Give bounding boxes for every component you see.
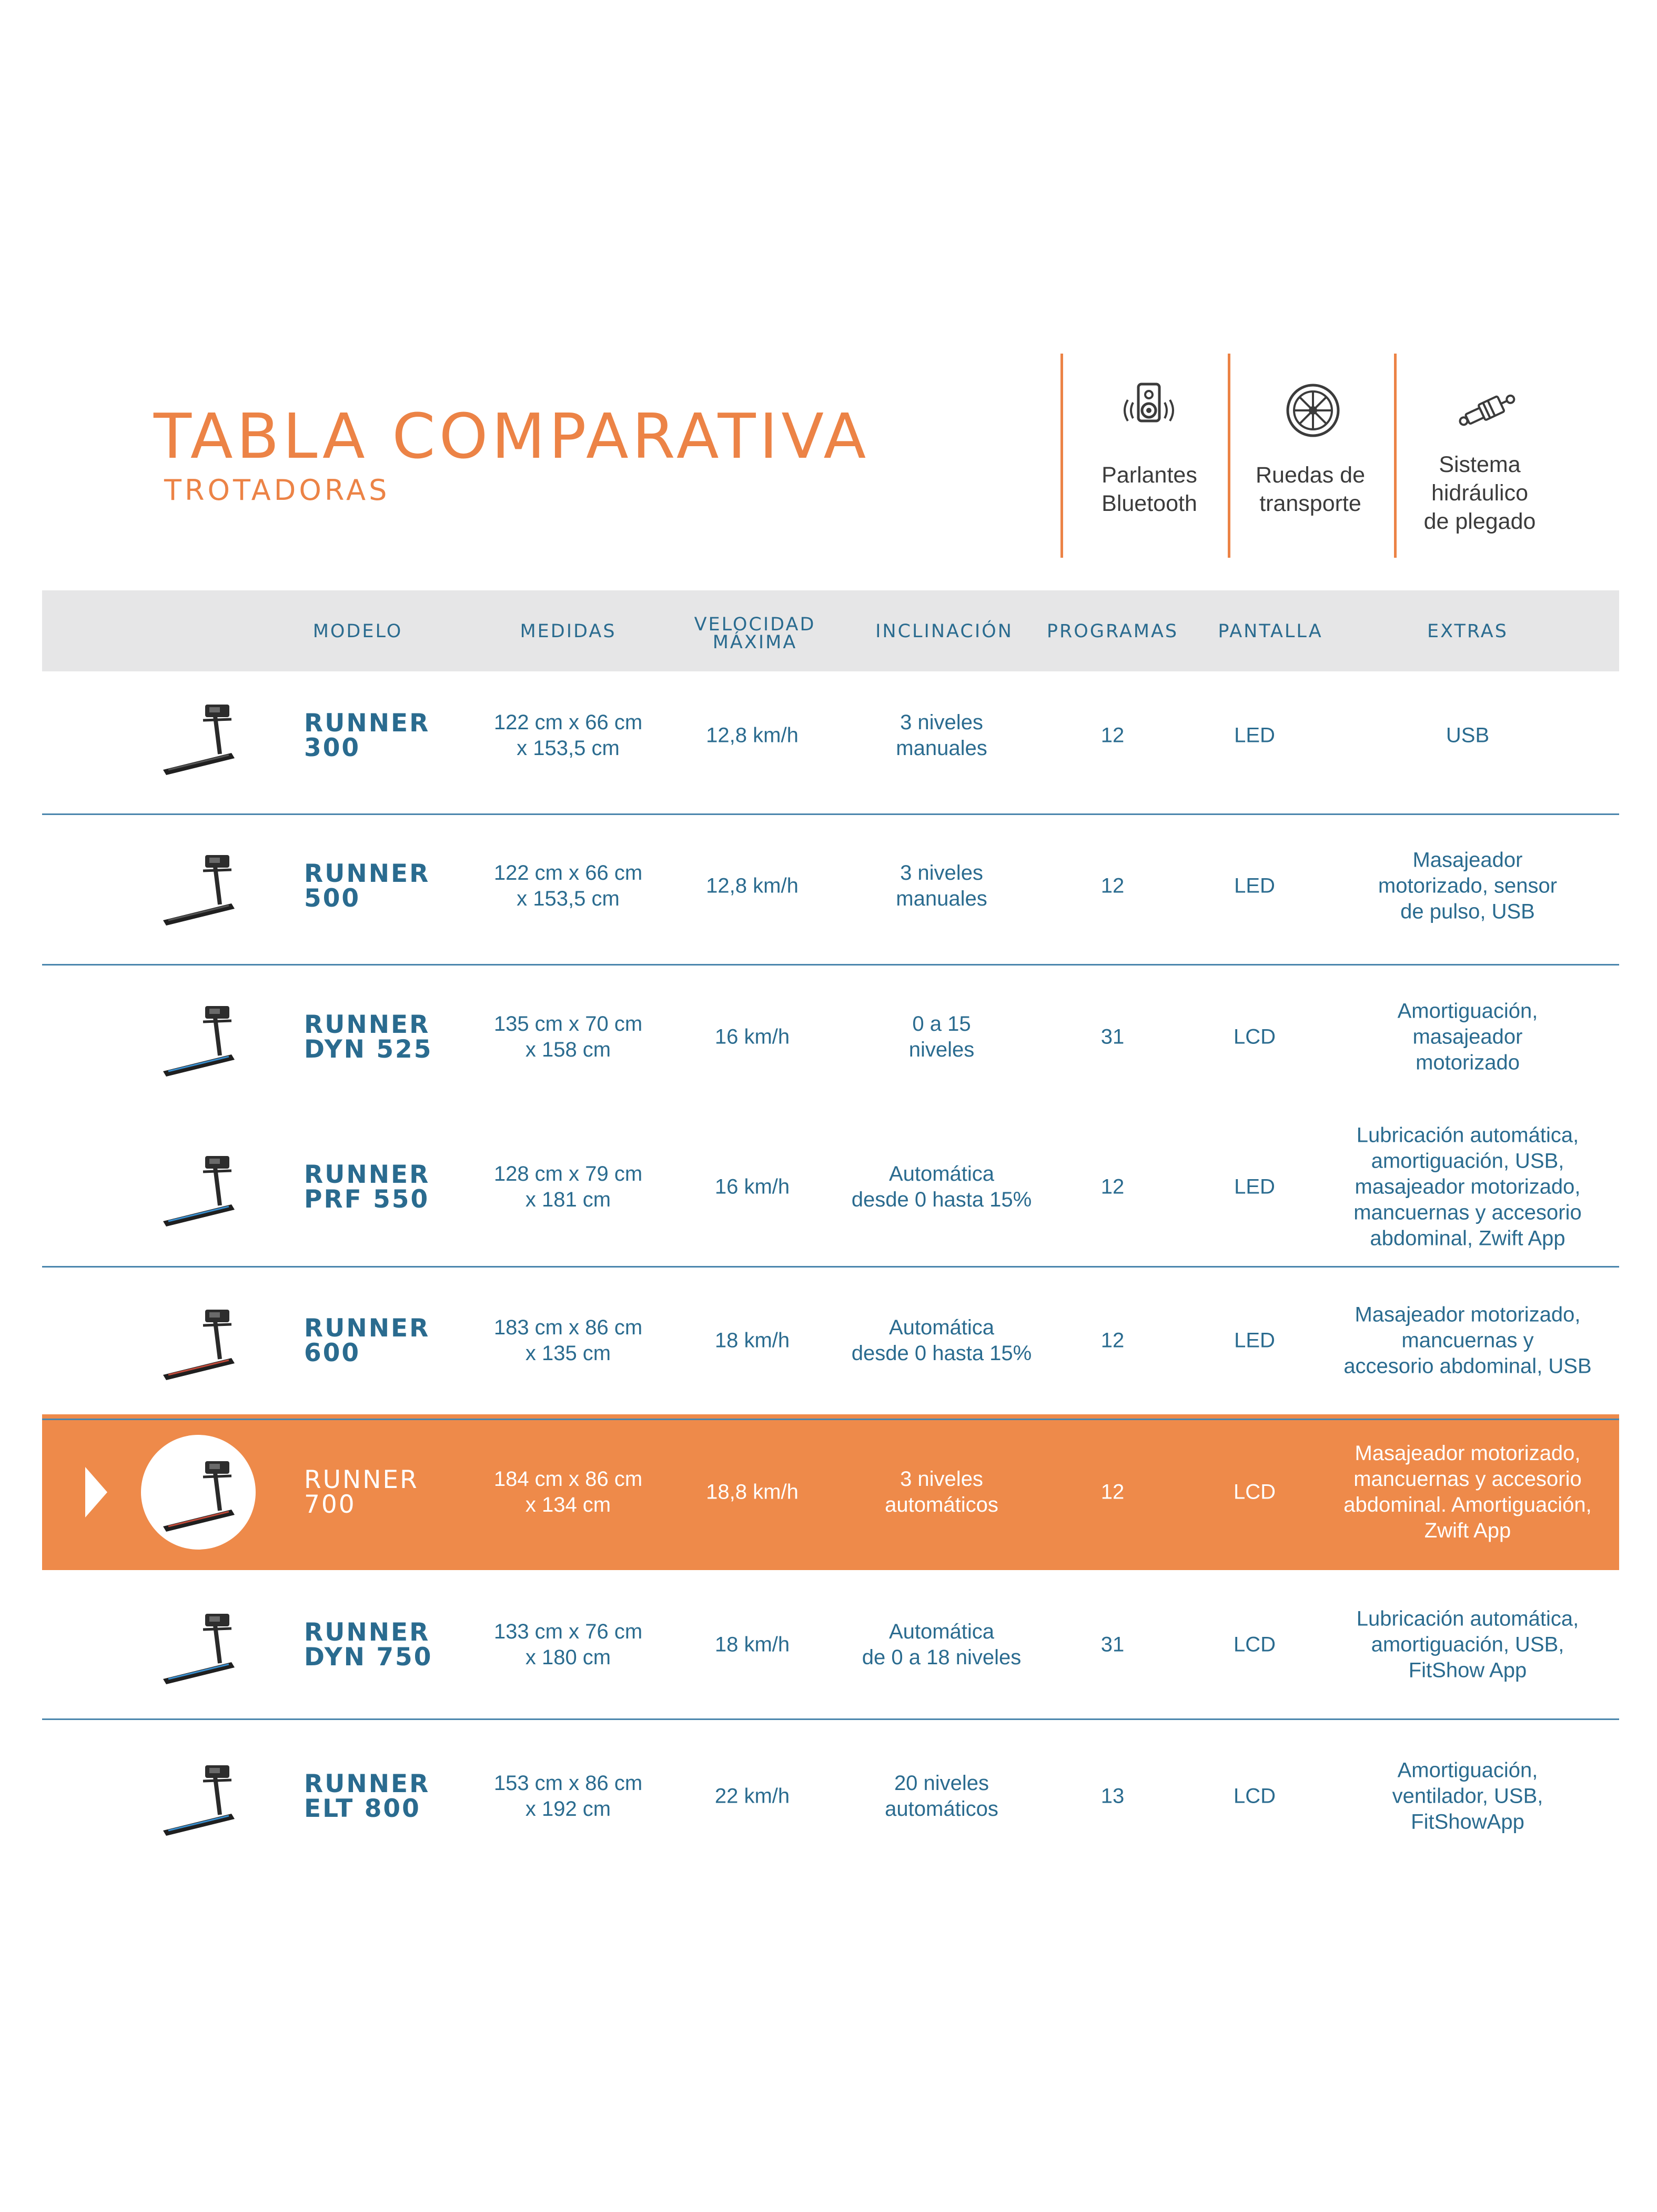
legend-divider bbox=[1060, 354, 1063, 558]
cell-pantalla: LCD bbox=[1233, 1025, 1276, 1049]
model-name: RUNNER 300 bbox=[304, 709, 430, 762]
cell-medidas: 122 cm x 66 cm x 153,5 cm bbox=[493, 861, 643, 910]
column-header-modelo: MODELO bbox=[312, 621, 403, 642]
cell-pantalla: LCD bbox=[1233, 1480, 1276, 1504]
cell-programas: 31 bbox=[1100, 1025, 1125, 1049]
cell-programas: 12 bbox=[1100, 874, 1125, 898]
cell-pantalla: LCD bbox=[1233, 1633, 1276, 1656]
model-name: RUNNER 500 bbox=[304, 859, 430, 913]
cell-medidas: 184 cm x 86 cm x 134 cm bbox=[493, 1467, 643, 1516]
model-name: RUNNER ELT 800 bbox=[304, 1769, 430, 1823]
cell-medidas: 122 cm x 66 cm x 153,5 cm bbox=[493, 711, 643, 760]
row-separator bbox=[42, 1718, 1619, 1720]
legend-label-wheels: Ruedas de transporte bbox=[1256, 462, 1365, 516]
cell-extras: Masajeador motorizado, mancuernas y accesorio abdominal. Amortiguación, Zwift App bbox=[1343, 1442, 1592, 1542]
cell-velocidad: 16 km/h bbox=[714, 1175, 790, 1199]
page-subtitle: TROTADORAS bbox=[164, 474, 390, 507]
treadmill-image bbox=[153, 1752, 242, 1841]
column-header-velocidad: VELOCIDAD MÁXIMA bbox=[694, 614, 816, 653]
treadmill-image bbox=[153, 1600, 242, 1690]
cell-medidas: 153 cm x 86 cm x 192 cm bbox=[493, 1772, 643, 1821]
cell-velocidad: 22 km/h bbox=[714, 1784, 790, 1808]
cell-medidas: 133 cm x 76 cm x 180 cm bbox=[493, 1620, 643, 1669]
legend-label-bluetooth: Parlantes Bluetooth bbox=[1102, 462, 1197, 516]
row-separator bbox=[42, 1419, 1619, 1420]
cell-velocidad: 18,8 km/h bbox=[706, 1480, 799, 1504]
cell-extras: Lubricación automática, amortiguación, USB, masajeador motorizado, mancuernas y accesorio abdominal, Zwift App bbox=[1353, 1123, 1582, 1250]
column-header-programas: PROGRAMAS bbox=[1046, 621, 1179, 642]
cell-medidas: 135 cm x 70 cm x 158 cm bbox=[493, 1012, 643, 1061]
cell-medidas: 128 cm x 79 cm x 181 cm bbox=[493, 1162, 643, 1211]
cell-velocidad: 18 km/h bbox=[714, 1329, 790, 1352]
cell-extras: Amortiguación, ventilador, USB, FitShowApp bbox=[1392, 1758, 1543, 1834]
cell-pantalla: LCD bbox=[1233, 1784, 1276, 1808]
treadmill-image bbox=[153, 691, 242, 780]
model-name: RUNNER 600 bbox=[304, 1314, 430, 1368]
cell-medidas: 183 cm x 86 cm x 135 cm bbox=[493, 1316, 643, 1365]
legend-divider bbox=[1228, 354, 1230, 558]
cell-velocidad: 12,8 km/h bbox=[706, 723, 799, 747]
row-separator bbox=[42, 964, 1619, 966]
cell-pantalla: LED bbox=[1234, 874, 1275, 898]
row-separator bbox=[42, 813, 1619, 815]
cell-inclinacion: 3 niveles manuales bbox=[896, 711, 987, 760]
cell-pantalla: LED bbox=[1234, 723, 1275, 747]
cell-extras: Masajeador motorizado, mancuernas y accesorio abdominal, USB bbox=[1343, 1303, 1592, 1378]
column-header-extras: EXTRAS bbox=[1427, 621, 1508, 642]
cell-extras: USB bbox=[1446, 723, 1490, 747]
row-separator bbox=[42, 1266, 1619, 1268]
cell-pantalla: LED bbox=[1234, 1175, 1275, 1199]
cell-programas: 12 bbox=[1100, 1175, 1125, 1199]
cell-inclinacion: Automática desde 0 hasta 15% bbox=[851, 1162, 1032, 1211]
treadmill-image bbox=[153, 1296, 242, 1385]
cell-programas: 12 bbox=[1100, 723, 1125, 747]
column-header-pantalla: PANTALLA bbox=[1218, 621, 1323, 642]
cell-pantalla: LED bbox=[1234, 1329, 1275, 1352]
column-header-medidas: MEDIDAS bbox=[520, 621, 617, 642]
cell-programas: 31 bbox=[1100, 1633, 1125, 1656]
cell-programas: 12 bbox=[1100, 1480, 1125, 1504]
model-name: RUNNER DYN 750 bbox=[304, 1618, 433, 1672]
model-name: RUNNER 700 bbox=[304, 1465, 419, 1519]
cell-velocidad: 16 km/h bbox=[714, 1025, 790, 1049]
cell-programas: 13 bbox=[1100, 1784, 1125, 1808]
treadmill-image bbox=[153, 841, 242, 931]
speaker-icon bbox=[1117, 379, 1180, 442]
treadmill-image bbox=[153, 1142, 242, 1232]
cell-inclinacion: 20 niveles automáticos bbox=[885, 1772, 998, 1821]
cell-inclinacion: Automática de 0 a 18 niveles bbox=[862, 1620, 1022, 1669]
treadmill-image bbox=[153, 992, 242, 1082]
cell-extras: Amortiguación, masajeador motorizado bbox=[1397, 999, 1538, 1074]
cell-velocidad: 18 km/h bbox=[714, 1633, 790, 1656]
cell-extras: Masajeador motorizado, sensor de pulso, USB bbox=[1378, 848, 1558, 923]
model-name: RUNNER DYN 525 bbox=[304, 1010, 433, 1064]
cell-inclinacion: 3 niveles manuales bbox=[896, 861, 987, 910]
legend-divider bbox=[1394, 354, 1397, 558]
wheel-icon bbox=[1281, 379, 1345, 442]
page-title: TABLA COMPARATIVA bbox=[154, 400, 870, 472]
cell-inclinacion: 0 a 15 niveles bbox=[908, 1012, 975, 1061]
treadmill-image bbox=[153, 1447, 242, 1537]
column-header-inclinacion: INCLINACIÓN bbox=[875, 621, 1013, 642]
legend-label-hydraulic: Sistema hidráulico de plegado bbox=[1423, 452, 1536, 534]
hydraulic-piston-icon bbox=[1455, 379, 1518, 442]
model-name: RUNNER PRF 550 bbox=[304, 1160, 430, 1214]
cell-programas: 12 bbox=[1100, 1329, 1125, 1352]
play-arrow-icon bbox=[85, 1467, 107, 1517]
cell-velocidad: 12,8 km/h bbox=[706, 874, 799, 898]
cell-extras: Lubricación automática, amortiguación, USB, FitShow App bbox=[1356, 1607, 1579, 1682]
cell-inclinacion: Automática desde 0 hasta 15% bbox=[851, 1316, 1032, 1365]
cell-inclinacion: 3 niveles automáticos bbox=[885, 1467, 998, 1516]
